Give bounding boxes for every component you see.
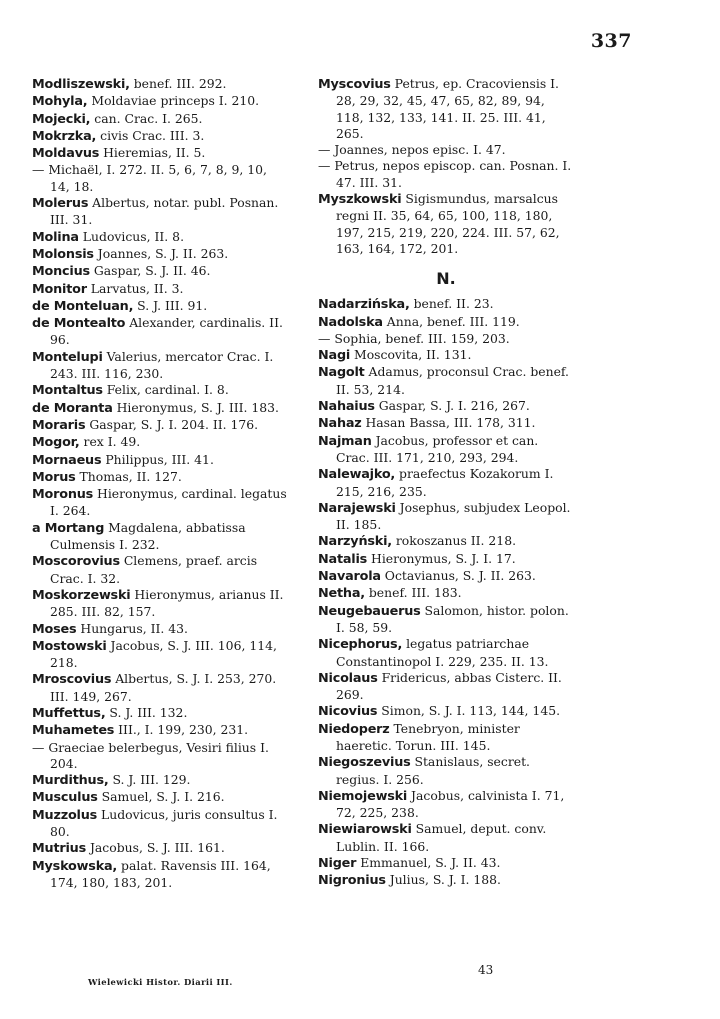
index-entry [318,788,574,822]
index-entry [32,195,290,229]
index-entry [32,486,290,520]
index-entry [318,533,574,550]
index-entries-m-continued [318,76,574,257]
index-entry [318,603,574,637]
page-number: 337 [590,30,632,52]
entry-references: Ludovicus, juris consultus I. 80. [50,806,278,840]
entry-references: benef. II. 23. [409,296,494,312]
index-entry [32,298,290,315]
index-entry [32,705,290,722]
index-entry [32,162,290,195]
index-entry [318,191,574,257]
index-column-left [32,76,290,891]
index-entry [32,128,290,145]
entry-headword: Navarola [318,569,381,585]
entry-headword: Niewiarowski [318,822,412,838]
entry-headword: Mogor, [32,435,80,451]
entry-references: Adamus, proconsul Crac. benef. II. 53, 214. [336,364,569,397]
entry-references: Hungarus, II. 43. [76,620,188,636]
entry-headword: de Monteluan, [32,298,134,314]
entry-headword: Neugebauerus [318,603,421,619]
entry-headword: Nagi [318,348,351,364]
entry-headword: Nigronius [318,873,386,889]
index-entry [318,415,574,432]
entry-headword: de Montealto [32,316,126,332]
index-entry [32,858,290,892]
index-entry [32,789,290,806]
entry-headword: Murdithus, [32,773,109,789]
entry-headword: Molonsis [32,246,94,262]
entry-headword: Molina [32,229,79,245]
index-entry [32,93,290,110]
entry-headword: Nicephorus, [318,637,403,653]
entry-references: Jacobus, calvinista I. 71, 72, 225, 238. [336,787,565,821]
entry-headword: Moraris [32,417,86,433]
entry-headword: Myszkowski [318,192,402,208]
entry-headword: Muffettus, [32,705,106,721]
entry-references: — Michaël, I. 272. II. 5, 6, 7, 8, 9, 10, 14, 18. [32,162,267,194]
index-entry [32,246,290,263]
entry-references: — Sophia, benef. III. 159, 203. [318,330,510,346]
entry-references: — Graeciae belerbegus, Vesiri filius I. 204. [32,739,269,771]
entry-references: S. J. III. 129. [108,772,191,788]
entry-headword: Nahaius [318,399,375,415]
entry-references: legatus patriarchae Constantinopol I. 229, 235. II. 13. [336,636,549,669]
entry-references: praefectus Kozakorum I. 215, 216, 235. [336,466,554,499]
entry-references: Alexander, cardinalis. II. 96. [50,315,283,348]
section-letter-heading: N. [436,269,456,289]
index-entry [32,263,290,280]
entry-headword: Morus [32,469,76,485]
index-entry [32,840,290,857]
printer-signature-mark: 43 [478,963,494,977]
entry-references: S. J. III. 91. [133,297,208,313]
entry-headword: Musculus [32,790,98,806]
entry-headword: Myskowska, [32,858,118,874]
entry-references: Emmanuel, S. J. II. 43. [356,855,501,871]
entry-references: rex I. 49. [79,434,141,450]
entry-references: Hieremias, II. 5. [99,145,206,161]
index-entry [318,551,574,568]
entry-references: Simon, S. J. I. 113, 144, 145. [377,703,561,719]
index-entry [32,469,290,486]
entry-references: Samuel, S. J. I. 216. [97,789,225,805]
entry-headword: Nicolaus [318,670,378,686]
index-entry [318,466,574,500]
entry-references: Gaspar, S. J. I. 216, 267. [374,398,530,414]
entry-headword: Niger [318,856,357,872]
index-entry [318,568,574,585]
entry-headword: Moncius [32,264,90,280]
index-entry [32,417,290,434]
index-entry [318,76,574,142]
entry-headword: Nahaz [318,416,362,432]
index-entry [318,721,574,755]
entry-references: S. J. III. 132. [105,704,188,720]
entry-headword: Nalewajko, [318,467,396,483]
entry-headword: Narajewski [318,500,396,516]
index-entry [32,382,290,399]
index-entry [32,349,290,383]
entry-headword: Najman [318,433,372,449]
index-entry [32,76,290,93]
entry-references: can. Crac. I. 265. [90,110,203,126]
index-entry [32,281,290,298]
index-entry [318,585,574,602]
entry-headword: Montaltus [32,383,103,399]
entry-references: Salomon, histor. polon. I. 58, 59. [336,602,569,635]
index-entry [318,872,574,889]
index-entry [32,145,290,162]
entry-references: Joannes, S. J. II. 263. [93,245,229,261]
index-entry [318,296,574,313]
index-entry [32,111,290,128]
entry-headword: Nadarzińska, [318,297,410,313]
index-entry [32,553,290,587]
entry-references: Sigismundus, marsalcus regni II. 35, 64, 65, 100, 118, 180, 197, 215, 219, 220, 224. III. 57, 62, 163, 164, 172, 201. [336,191,560,256]
index-entries-n [318,296,574,889]
index-column-right [318,76,574,890]
index-entry [32,229,290,246]
entry-references: Valerius, mercator Crac. I. 243. III. 116, 230. [50,348,274,382]
entry-references: Julius, S. J. I. 188. [385,872,501,888]
index-entry [318,670,574,704]
entry-headword: Mokrzka, [32,128,97,144]
index-entry [318,821,574,855]
entry-references: Gaspar, S. J. I. 204. II. 176. [85,416,259,432]
entry-references: Albertus, notar. publ. Posnan. III. 31. [50,195,279,228]
index-entry [318,636,574,670]
entry-references: Jacobus, S. J. III. 161. [86,840,225,856]
entry-references: Fridericus, abbas Cisterc. II. 269. [336,669,562,703]
entry-references: Larvatus, II. 3. [86,280,184,296]
entry-references: — Petrus, nepos episcop. can. Posnan. I. 47. III. 31. [318,158,572,190]
entry-headword: Mutrius [32,841,86,857]
entry-references: Moscovita, II. 131. [350,347,472,363]
index-entry [318,364,574,398]
entry-headword: Nagolt [318,365,365,381]
entry-headword: Nicovius [318,704,378,720]
entry-references: Hieronymus, S. J. I. 17. [367,550,516,566]
entry-headword: Modliszewski, [32,77,130,92]
index-entry [32,772,290,789]
entry-headword: Narzyński, [318,534,392,550]
entry-references: Stanislaus, secret. regius. I. 256. [336,754,530,787]
entry-references: Petrus, ep. Cracoviensis I. 28, 29, 32, 45, 47, 65, 82, 89, 94, 118, 132, 133, 141. II. 25. III. 41, 265. [336,76,559,141]
entry-references: Jacobus, professor et can. Crac. III. 171, 210, 293, 294. [336,432,539,465]
entry-headword: Montelupi [32,349,103,365]
index-entry [32,587,290,621]
index-entry [32,638,290,672]
entry-references: Jacobus, S. J. III. 106, 114, 218. [50,637,277,671]
entry-references: Octavianus, S. J. II. 263. [380,568,536,584]
entry-headword: Mojecki, [32,111,91,127]
entry-references: Felix, cardinal. I. 8. [102,382,229,398]
entry-references: Samuel, deput. conv. Lublin. II. 166. [336,821,547,854]
index-entry [32,740,290,773]
entry-headword: Myscovius [318,77,391,92]
index-entry [318,331,574,347]
entry-headword: Muhametes [32,723,115,739]
entry-headword: Muzzolus [32,807,98,823]
entry-references: benef. III. 183. [364,585,462,601]
entry-references: Hasan Bassa, III. 178, 311. [361,415,536,431]
entry-headword: Mohyla, [32,94,88,110]
index-entry [32,315,290,349]
entry-headword: Natalis [318,551,368,567]
entry-references: Philippus, III. 41. [101,451,214,467]
entry-references: Magdalena, abbatissa Culmensis I. 232. [50,519,246,553]
entry-headword: Niemojewski [318,788,408,804]
entry-references: Josephus, subjudex Leopol. II. 185. [336,499,571,533]
footer-source-line: Wielewicki Histor. Diarii III. [88,977,233,987]
entry-headword: Nadolska [318,314,383,330]
entry-references: rokoszanus II. 218. [391,533,517,549]
index-entry [318,158,574,191]
index-entry [32,452,290,469]
index-entry [318,314,574,331]
entry-references: Hieronymus, arianus II. 285. III. 82, 157. [50,586,284,620]
index-entry [32,621,290,638]
entry-references: Thomas, II. 127. [75,468,182,484]
index-entry [32,400,290,417]
entry-references: Ludovicus, II. 8. [78,228,185,244]
entry-references: civis Crac. III. 3. [96,127,205,143]
entry-headword: Netha, [318,586,365,602]
index-entry [318,398,574,415]
entry-headword: Niegoszevius [318,755,411,771]
index-entry [318,754,574,788]
entry-references: palat. Ravensis III. 164, 174, 180, 183, 201. [50,857,271,890]
entry-references: Hieronymus, S. J. III. 183. [112,399,279,415]
entry-headword: Mroscovius [32,672,112,688]
entry-headword: Niedoperz [318,721,390,737]
entry-headword: Moronus [32,487,94,503]
index-entry [32,671,290,705]
entry-references: Albertus, S. J. I. 253, 270. III. 149, 267. [50,671,277,704]
index-entry [318,855,574,872]
index-entry [318,433,574,467]
entry-headword: Mostowski [32,638,107,654]
entry-headword: de Moranta [32,400,113,416]
entry-headword: Moscorovius [32,554,120,570]
index-entry [32,434,290,451]
entry-headword: Mornaeus [32,452,102,468]
entry-references: Moldaviae princeps I. 210. [87,93,260,109]
index-entry [318,347,574,364]
entry-headword: Monitor [32,281,87,297]
entry-references: Clemens, praef. arcis Crac. I. 32. [50,553,258,586]
index-entry [318,142,574,158]
index-entry [318,703,574,720]
entry-headword: Moses [32,621,77,637]
entry-headword: Moldavus [32,146,100,162]
entry-headword: Molerus [32,196,89,212]
entry-references: benef. III. 292. [129,76,227,91]
entry-references: — Joannes, nepos episc. I. 47. [318,142,506,158]
entry-headword: a Mortang [32,520,105,536]
entry-references: Tenebryon, minister haeretic. Torun. III. 145. [336,720,520,753]
index-entry [32,807,290,841]
entry-references: Hieronymus, cardinal. legatus I. 264. [50,486,287,519]
entry-references: Anna, benef. III. 119. [382,313,520,329]
entry-headword: Moskorzewski [32,587,131,603]
index-entry [318,500,574,534]
entry-references: Gaspar, S. J. II. 46. [89,263,211,279]
index-entry [32,520,290,554]
index-entry [32,722,290,739]
entry-references: III., I. 199, 230, 231. [114,722,249,738]
